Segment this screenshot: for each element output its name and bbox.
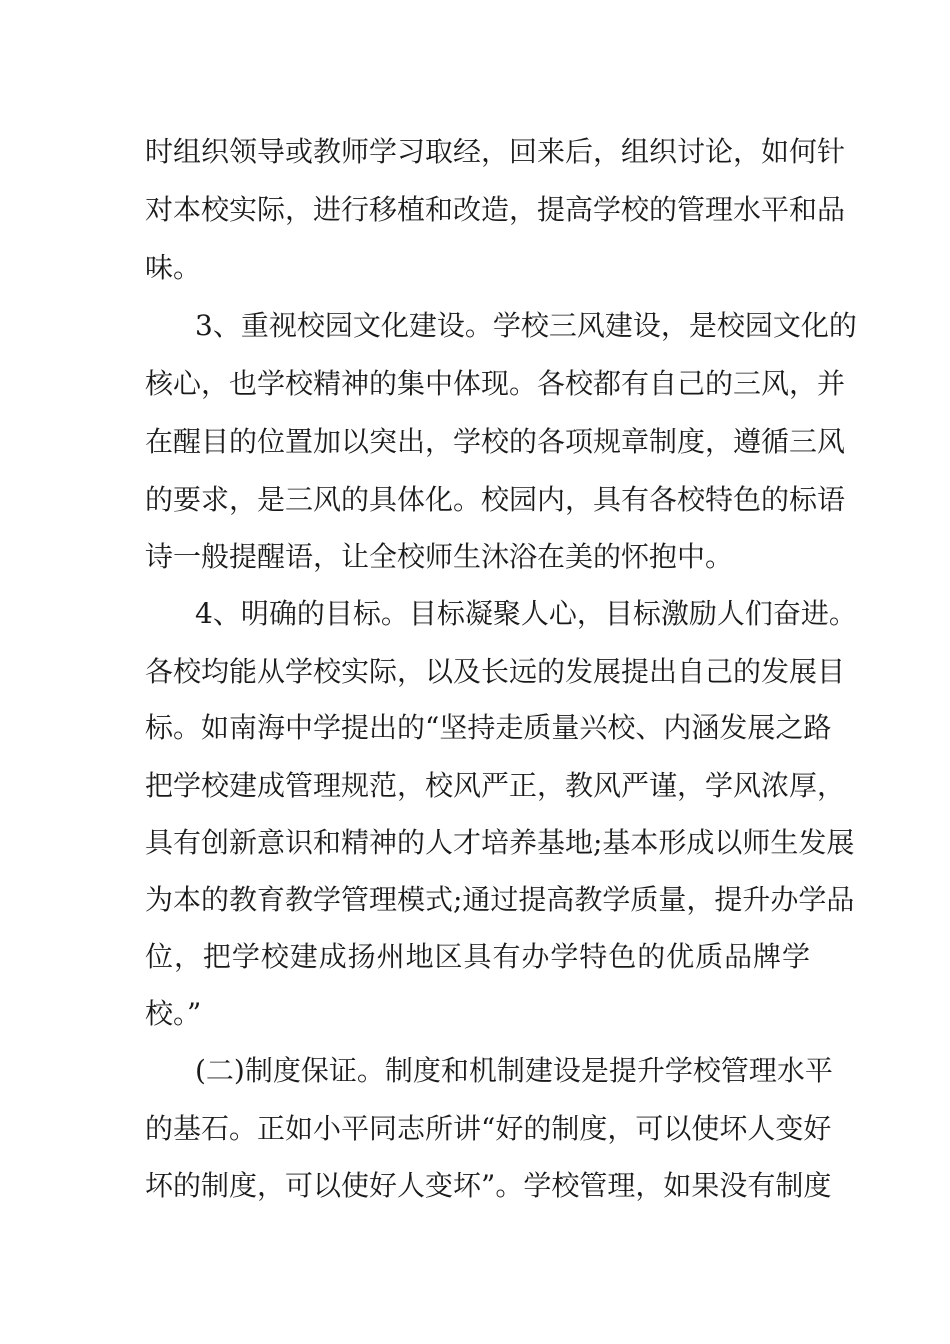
text-line: 具有创新意识和精神的人才培养基地;基本形成以师生发展: [145, 826, 855, 859]
text-line: 位，把学校建成扬州地区具有办学特色的优质品牌学: [145, 940, 810, 973]
text-line: 味。: [145, 251, 202, 284]
text-line: 核心，也学校精神的集中体现。各校都有自己的三风，并: [145, 367, 846, 400]
text-line: 的要求，是三风的具体化。校园内，具有各校特色的标语: [145, 483, 846, 516]
section-heading-2: (二)制度保证。制度和机制建设是提升学校管理水平: [195, 1054, 833, 1087]
text-line: 校。”: [145, 997, 202, 1030]
paragraph-heading-3: 3、重视校园文化建设。学校三风建设，是校园文化的: [195, 309, 857, 342]
text-line: 坏的制度，可以使好人变坏”。学校管理，如果没有制度: [145, 1169, 832, 1202]
text-line: 对本校实际，进行移植和改造，提高学校的管理水平和品: [145, 193, 846, 226]
text-line: 诗一般提醒语，让全校师生沐浴在美的怀抱中。: [145, 540, 734, 573]
text-line: 各校均能从学校实际，以及长远的发展提出自己的发展目: [145, 655, 846, 688]
text-line: 时组织领导或教师学习取经，回来后，组织讨论，如何针: [145, 135, 846, 168]
text-line: 的基石。正如小平同志所讲“好的制度，可以使坏人变好: [145, 1112, 832, 1145]
text-line: 标。如南海中学提出的“坚持走质量兴校、内涵发展之路: [145, 711, 832, 744]
text-line: 为本的教育教学管理模式;通过提高教学质量，提升办学品: [145, 883, 855, 916]
text-line: 在醒目的位置加以突出，学校的各项规章制度，遵循三风: [145, 425, 846, 458]
text-line: 把学校建成管理规范，校风严正，教风严谨，学风浓厚，: [145, 769, 846, 802]
paragraph-heading-4: 4、明确的目标。目标凝聚人心，目标激励人们奋进。: [195, 597, 857, 630]
